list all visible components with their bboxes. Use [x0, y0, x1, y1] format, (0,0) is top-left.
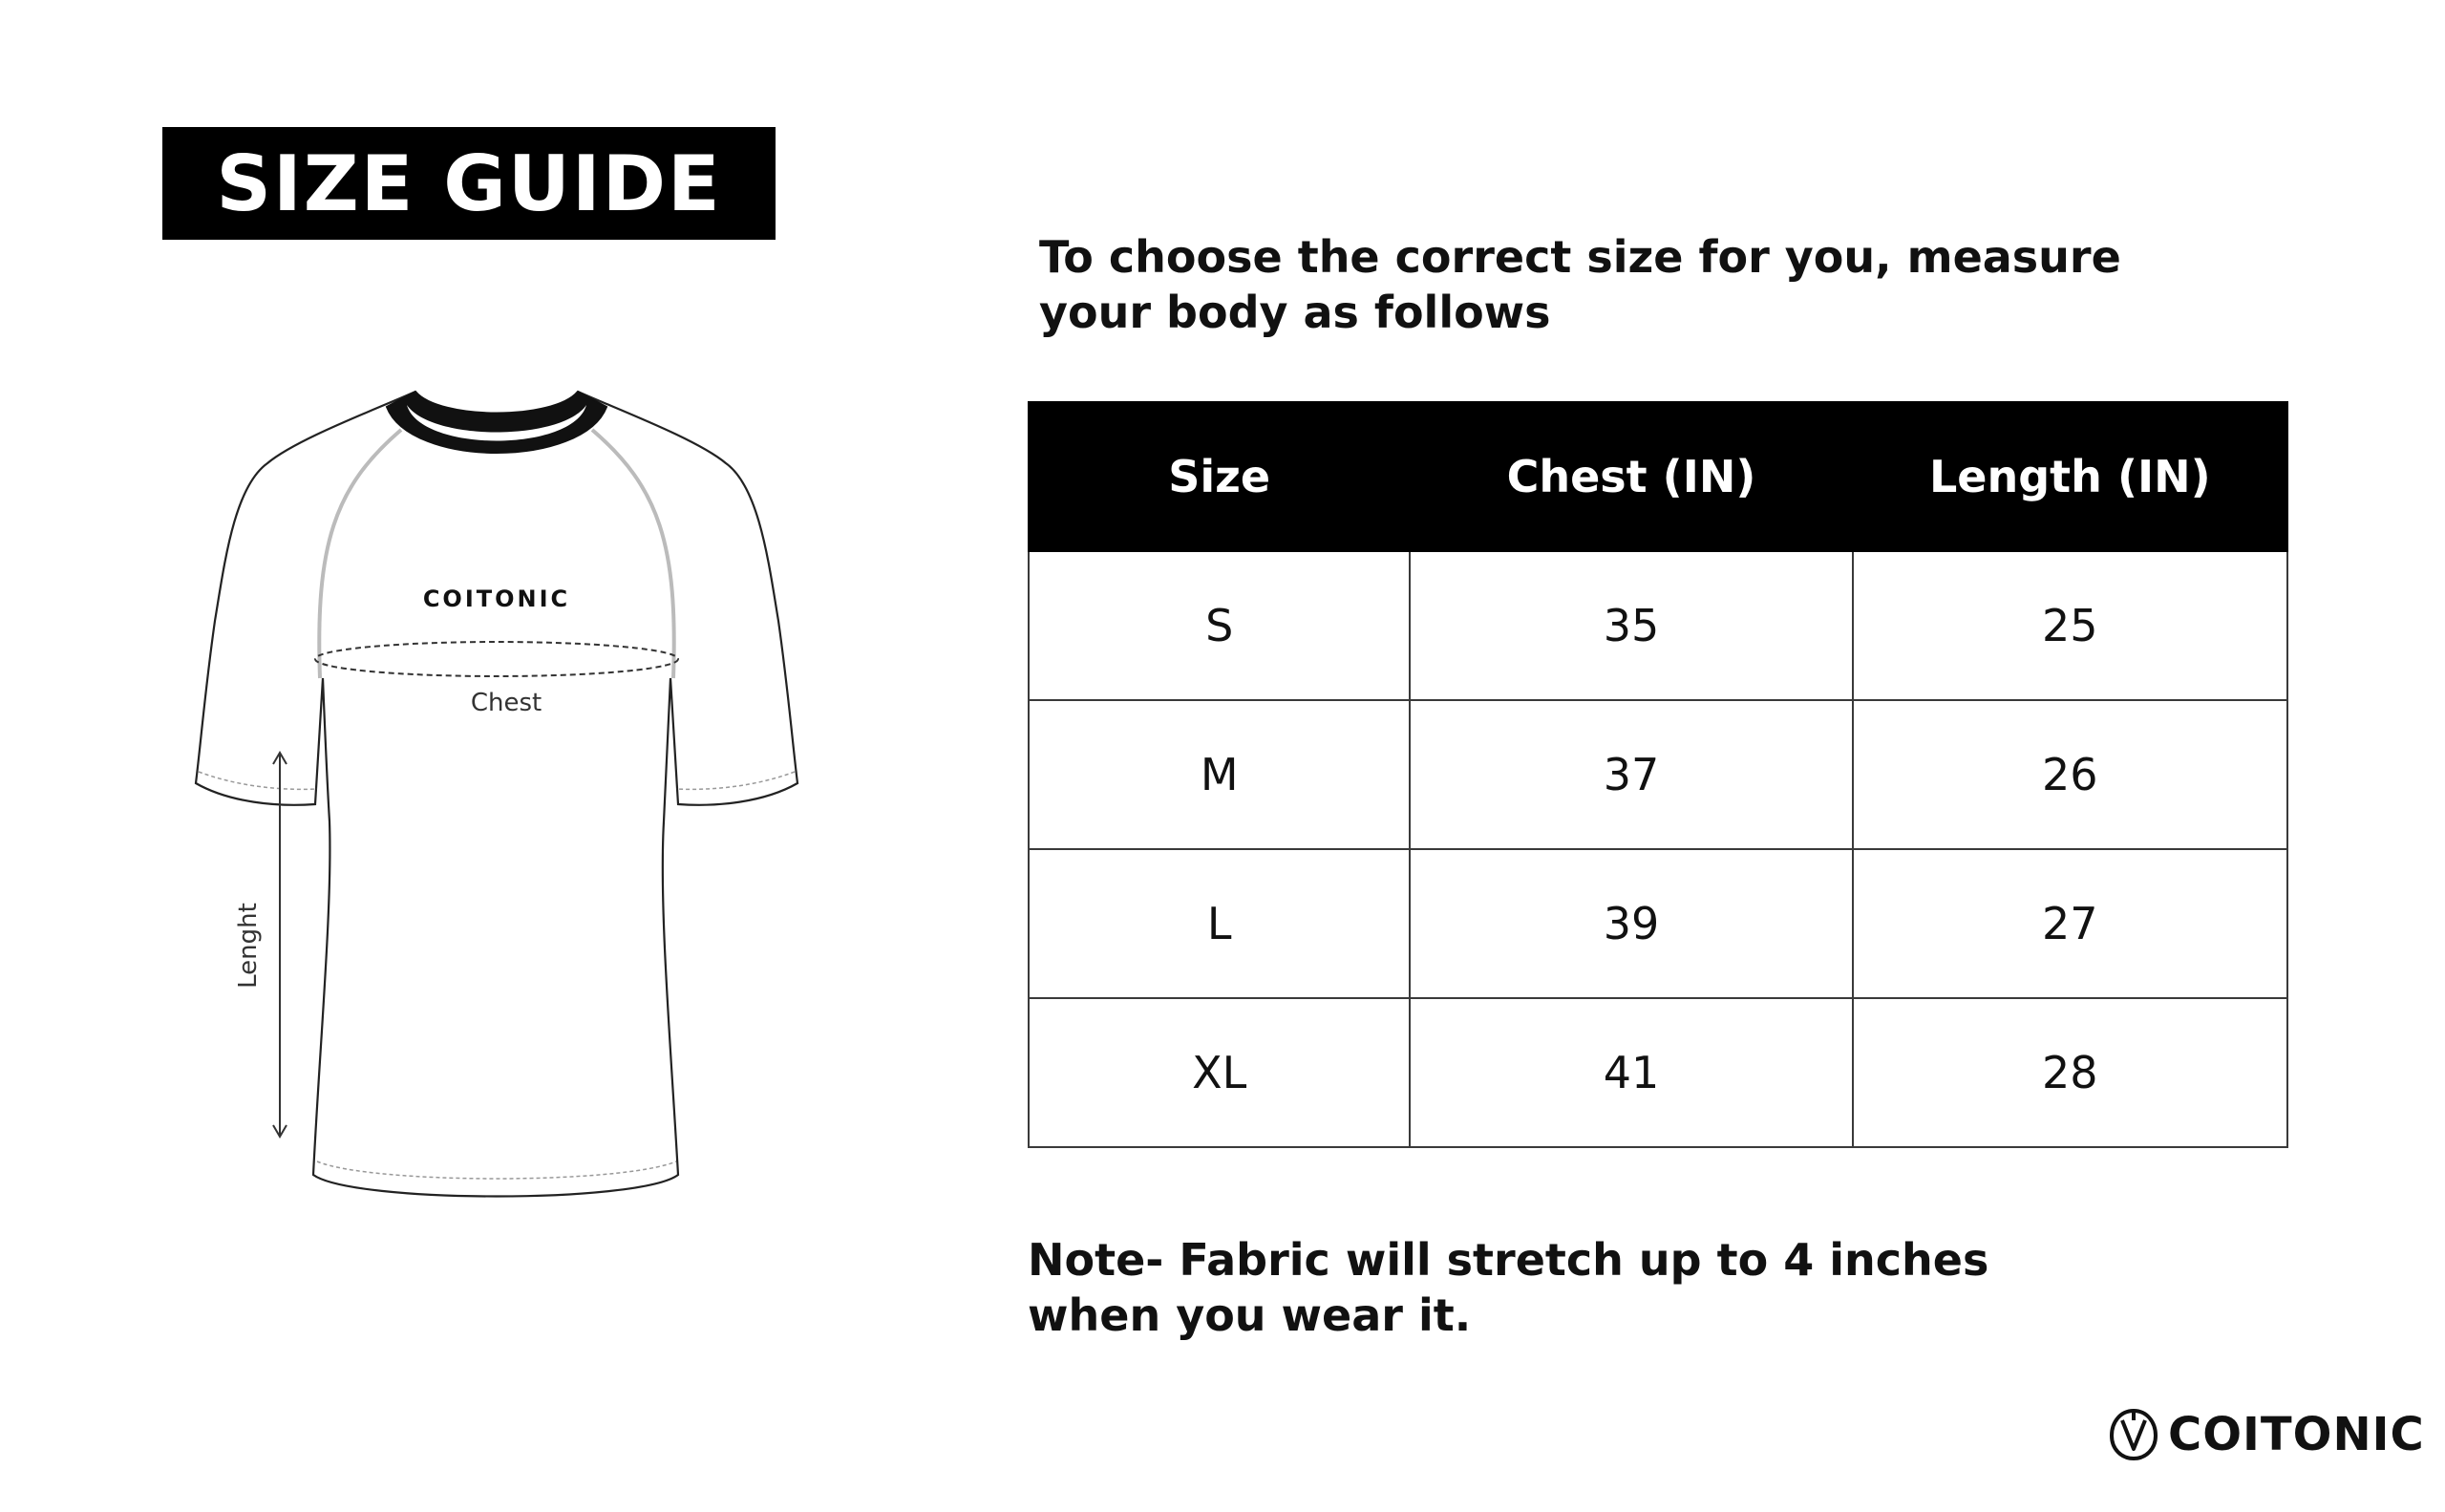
- raglan-seam-right: [592, 430, 674, 678]
- cell-chest: 35: [1410, 551, 1852, 700]
- chest-label: Chest: [470, 689, 542, 717]
- shirt-brand-text: COITONIC: [422, 586, 571, 612]
- cell-size: L: [1029, 849, 1410, 998]
- size-table: [1028, 401, 2288, 1148]
- tshirt-outline: [196, 392, 797, 1197]
- cell-chest: 39: [1410, 849, 1852, 998]
- brand-logo: [2109, 1404, 2425, 1465]
- measure-instructions: To choose the correct size for you, measure your body as follows: [1039, 231, 2121, 338]
- header-length: Length (IN): [1853, 402, 2287, 551]
- fabric-note: Note- Fabric will stretch up to 4 inches when you wear it.: [1028, 1234, 1989, 1341]
- raglan-seam-left: [319, 430, 401, 678]
- length-label: Lenght: [234, 903, 263, 989]
- tshirt-diagram: [181, 373, 850, 1232]
- brand-name: COITONIC: [2168, 1408, 2425, 1461]
- coitonic-v-logo-icon: [2109, 1407, 2158, 1462]
- page-title: SIZE GUIDE: [216, 138, 722, 228]
- header-chest: Chest (IN): [1410, 402, 1852, 551]
- chest-measure-ellipse: [315, 642, 678, 676]
- cell-chest: 37: [1410, 700, 1852, 849]
- header-size: Size: [1029, 402, 1410, 551]
- cell-length: 26: [1853, 700, 2287, 849]
- cell-size: XL: [1029, 998, 1410, 1147]
- table-header-row: [1029, 402, 2287, 551]
- cell-length: 25: [1853, 551, 2287, 700]
- cell-length: 28: [1853, 998, 2287, 1147]
- cell-size: M: [1029, 700, 1410, 849]
- neck-band: [387, 392, 606, 453]
- table-row: [1029, 998, 2287, 1147]
- cell-length: 27: [1853, 849, 2287, 998]
- table-row: [1029, 700, 2287, 849]
- cell-chest: 41: [1410, 998, 1852, 1147]
- table-row: [1029, 849, 2287, 998]
- title-banner: [162, 127, 776, 240]
- cell-size: S: [1029, 551, 1410, 700]
- table-row: [1029, 551, 2287, 700]
